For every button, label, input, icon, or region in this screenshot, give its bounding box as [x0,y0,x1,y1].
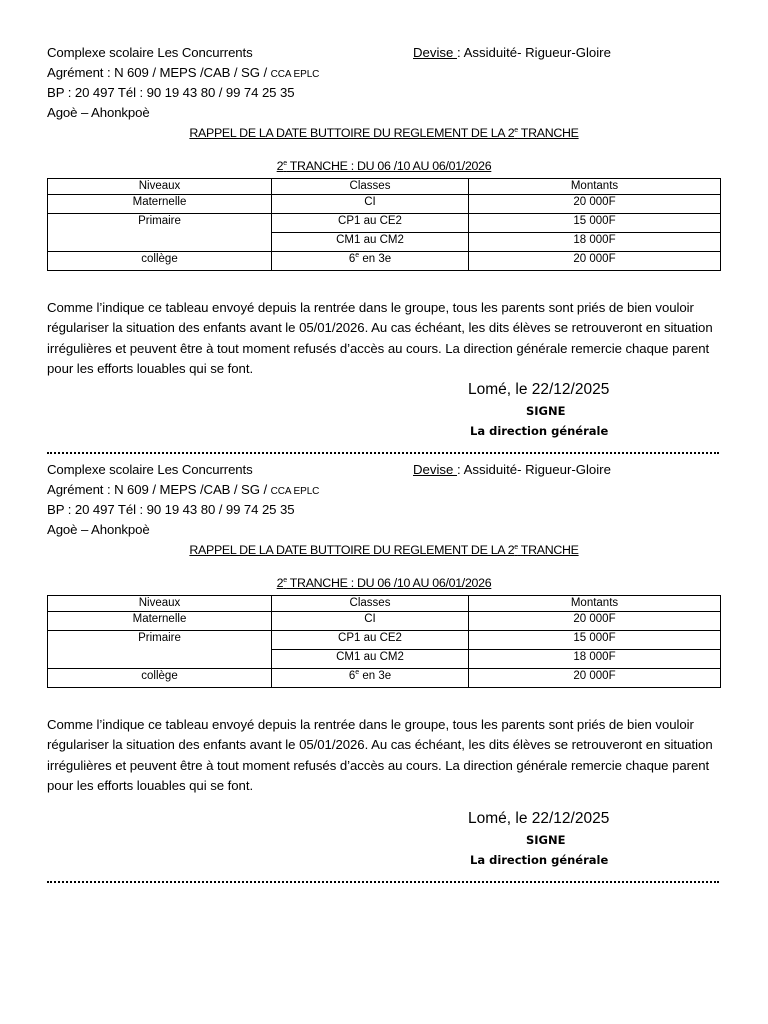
cell-niveau: Maternelle [48,195,272,214]
header-montants: Montants [469,596,721,612]
location-line: Agoè – Ahonkpoè [47,105,150,120]
reminder-title-end: TRANCHE [517,126,579,140]
agrement-line [47,482,319,500]
reminder-title-end: TRANCHE [517,543,579,557]
place-date: Lomé, le 22/12/2025 [468,810,610,827]
table-row [48,631,721,650]
header-niveaux: Niveaux [48,596,272,612]
classe-start: 6 [348,253,356,265]
reminder-title-sup: e [514,544,518,551]
table-row [48,612,721,631]
cell-classe: CM1 au CM2 [272,650,469,669]
agrement-code: CCA EPLC [270,69,320,80]
notice-1 [0,0,768,438]
signed-label: SIGNE [526,404,566,418]
cell-montant: 15 000F [469,631,721,650]
signatory: La direction générale [470,424,609,438]
cell-niveau: collège [48,252,272,271]
cell-montant: 15 000F [469,214,721,233]
agrement-line [47,65,319,83]
bp-phone-line: BP : 20 497 Tél : 90 19 43 80 / 99 74 25 35 [47,502,295,517]
cell-niveau: collège [48,669,272,688]
location-line: Agoè – Ahonkpoè [47,522,150,537]
agrement-text: Agrément : N 609 / MEPS /CAB / SG / [47,65,271,80]
tranche-num: 2 [276,159,284,173]
tranche-text: TRANCHE : DU 06 /10 AU 06/01/2026 [286,159,492,173]
reminder-title-sup: e [514,127,518,134]
agrement-code: CCA EPLC [270,486,320,497]
fees-table [47,595,721,688]
cell-niveau: Primaire [48,631,272,669]
tranche-text: TRANCHE : DU 06 /10 AU 06/01/2026 [286,576,492,590]
cell-montant: 20 000F [469,612,721,631]
motto-text: : Assiduité- Rigueur-Gloire [456,45,611,60]
notice-2 [0,417,768,867]
classe-end: en 3e [359,253,392,265]
table-row [48,195,721,214]
reminder-title-text: RAPPEL DE LA DATE BUTTOIRE DU REGLEMENT DE LA 2 [189,543,515,557]
cell-montant: 20 000F [469,669,721,688]
reminder-title [0,542,768,558]
tranche-num: 2 [276,576,284,590]
cell-montant: 20 000F [469,252,721,271]
table-row [48,669,721,688]
cell-classe: CI [272,612,469,631]
cell-classe: CI [272,195,469,214]
tranche-period [0,575,768,591]
signed-label: SIGNE [526,833,566,847]
signatory: La direction générale [470,853,609,867]
agrement-text: Agrément : N 609 / MEPS /CAB / SG / [47,482,271,497]
body-paragraph: Comme l’indique ce tableau envoyé depuis la rentrée dans le groupe, tous les parents sont priés de bien vouloir régulariser la situation des enfants avant le 05/01/2026. Au cas échéant, les dits élèves se retrouveront en situation irrégulières et peuvent être à tout moment refusés d’accès au cours. La direction générale remercie chaque parent pour les efforts louables qui se font. [47,717,713,793]
table-header-row [48,596,721,612]
cell-niveau: Maternelle [48,612,272,631]
table-header-row [48,179,721,195]
table-row [48,252,721,271]
cell-niveau: Primaire [48,214,272,252]
header-niveaux: Niveaux [48,179,272,195]
motto-text: : Assiduité- Rigueur-Gloire [456,462,611,477]
cell-montant: 18 000F [469,233,721,252]
tranche-sup: e [283,577,287,584]
cell-classe [272,252,469,271]
motto [413,462,611,478]
place-date: Lomé, le 22/12/2025 [468,381,610,398]
cell-montant: 18 000F [469,650,721,669]
header-classes: Classes [272,179,469,195]
fees-table [47,178,721,271]
classe-end: en 3e [359,670,392,682]
motto-label: Devise [413,45,457,60]
cell-classe: CP1 au CE2 [272,214,469,233]
cell-classe [272,669,469,688]
motto [413,45,611,61]
bp-phone-line: BP : 20 497 Tél : 90 19 43 80 / 99 74 25 35 [47,85,295,100]
tranche-sup: e [283,160,287,167]
table-row [48,214,721,233]
body-paragraph: Comme l’indique ce tableau envoyé depuis la rentrée dans le groupe, tous les parents sont priés de bien vouloir régulariser la situation des enfants avant le 05/01/2026. Au cas échéant, les dits élèves se retrouveront en situation irrégulières et peuvent être à tout moment refusés d’accès au cours. La direction générale remercie chaque parent pour les efforts louables qui se font. [47,300,713,376]
header-montants: Montants [469,179,721,195]
dotted-separator [47,881,719,883]
reminder-title-text: RAPPEL DE LA DATE BUTTOIRE DU REGLEMENT DE LA 2 [189,126,515,140]
school-name: Complexe scolaire Les Concurrents [47,45,253,60]
classe-sup: e [355,252,360,259]
cell-montant: 20 000F [469,195,721,214]
header-classes: Classes [272,596,469,612]
school-name: Complexe scolaire Les Concurrents [47,462,253,477]
classe-start: 6 [348,670,356,682]
motto-label: Devise [413,462,457,477]
classe-sup: e [355,669,360,676]
cell-classe: CM1 au CM2 [272,233,469,252]
cell-classe: CP1 au CE2 [272,631,469,650]
reminder-title [0,125,768,141]
tranche-period [0,158,768,174]
